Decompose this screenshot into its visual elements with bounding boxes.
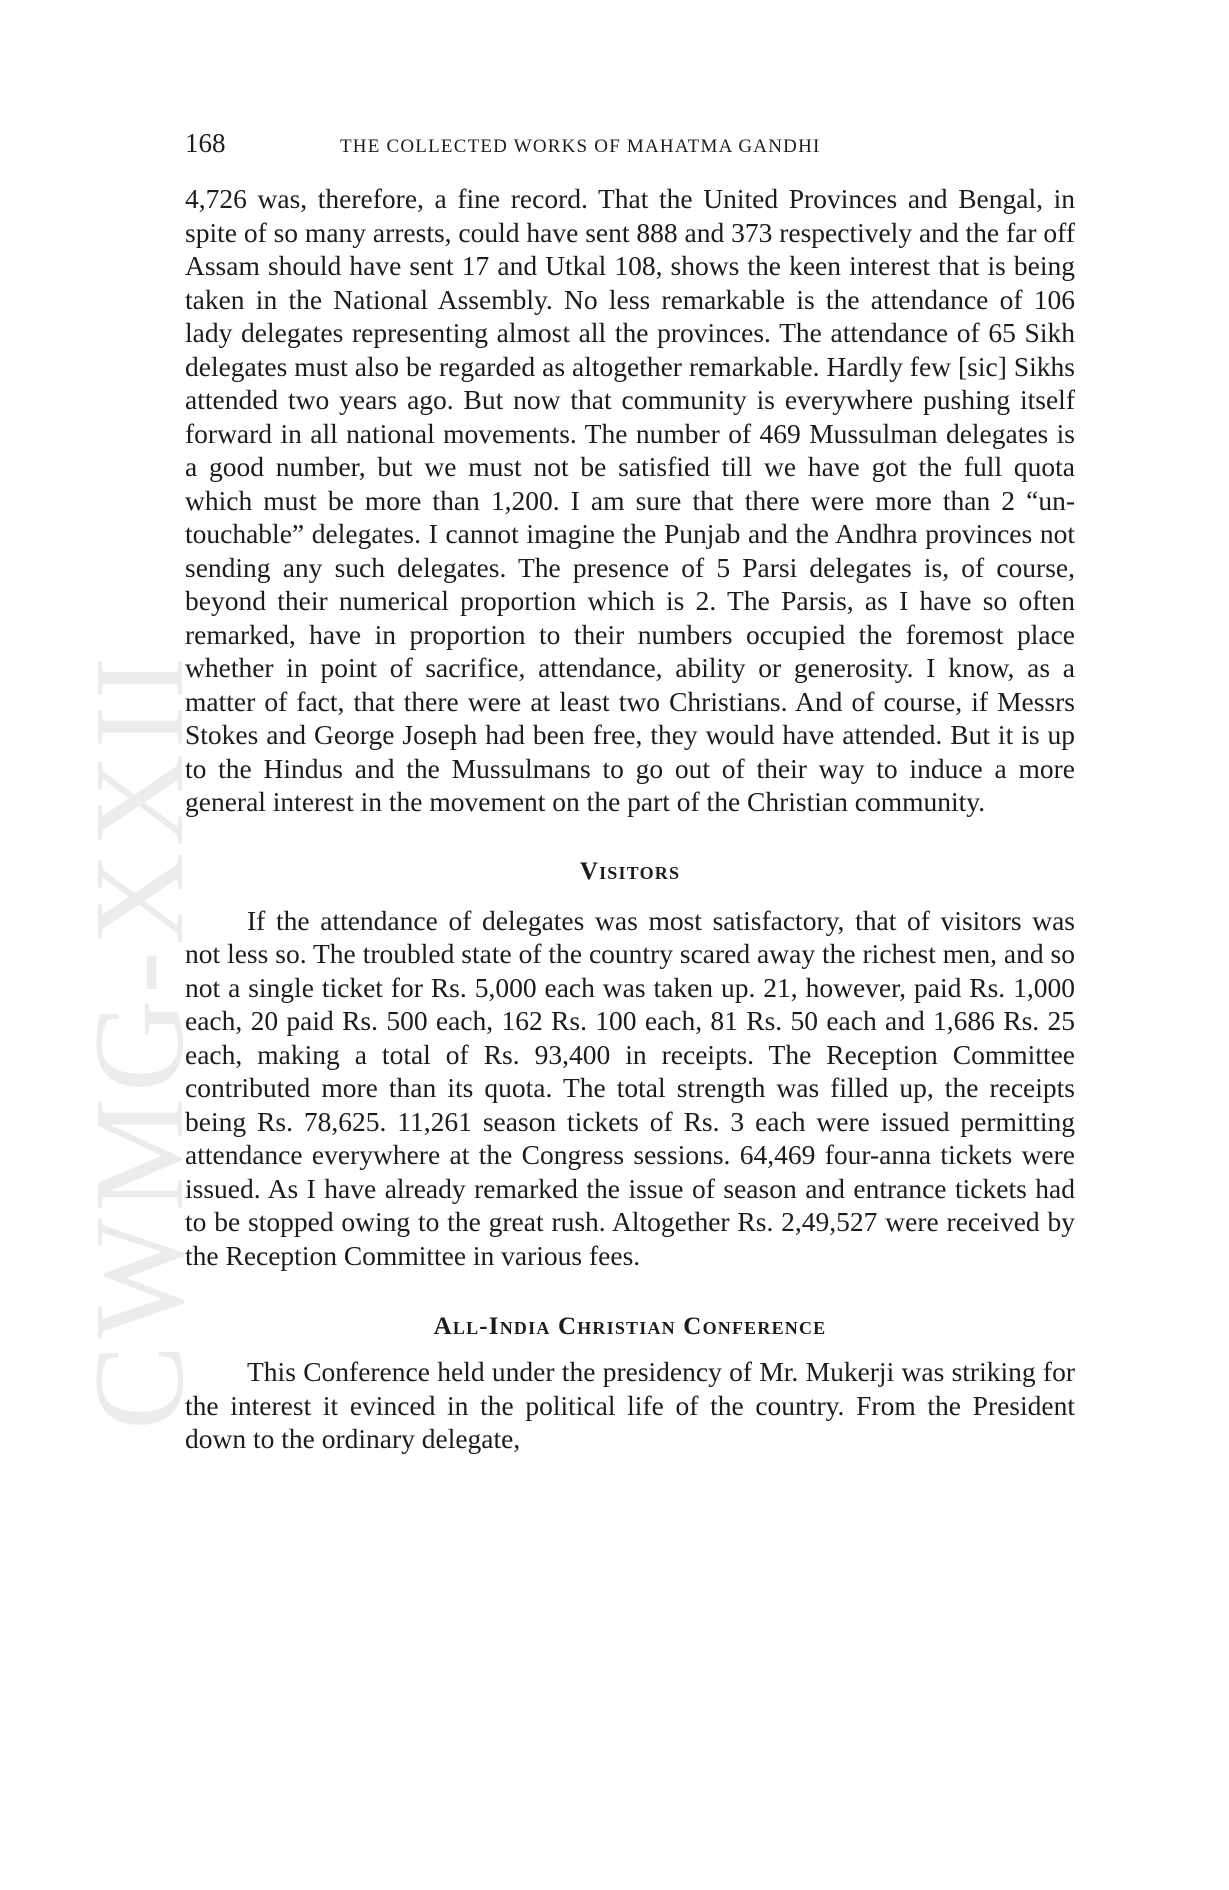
- heading-christian-conference: All-India Christian Conference: [433, 1313, 827, 1340]
- paragraph-delegates: 4,726 was, therefore, a fine record. That the United Provinces and Bengal, in spite of so many arrests, could have sent 888 and 373 respectively and the far off Assam should have sent 17 and Utkal 108, shows the keen interest that is being taken in the National Assembly. No less remarkable is the attendance of 106 lady delegates representing almost all the provinces. The attendance of 65 Sikh delegates must also be regarded as altogether remarkable. Hardly few [sic] Sikhs attended two years ago. But now that community is everywhere pushing itself forward in all national movements. The number of 469 Mussulman delegates is a good number, but we must not be satisfied till we have got the full quota which must be more than 1,200. I am sure that there were more than 2 “untouchable” delegates. I cannot imagine the Punjab and the Andhra provinces not sending any such delegates. The presence of 5 Parsi delegates is, of course, beyond their numerical proportion which is 2. The Parsis, as I have so often remarked, have in proportion to their numbers occupied the foremost place whether in point of sacrifice, attendance, ability or generosity. I know, as a matter of fact, that there were at least two Christians. And of course, if Messrs Stokes and George Joseph had been free, they would have attended. But it is up to the Hindus and the Mussulmans to go out of their way to induce a more general interest in the movement on the part of the Christian community.: [185, 183, 1075, 817]
- paragraph-conference: This Conference held under the presidency of Mr. Mukerji was striking for the interest it evinced in the political life of the country. From the President down to the ordinary delegate,: [185, 1356, 1075, 1454]
- paragraph-visitors: If the attendance of delegates was most satisfactory, that of visitors was not less so. The troubled state of the country scared away the richest men, and so not a single ticket for Rs. 5,000 each was taken up. 21, however, paid Rs. 1,000 each, 20 paid Rs. 500 each, 162 Rs. 100 each, 81 Rs. 50 each and 1,686 Rs. 25 each, making a total of Rs. 93,400 in receipts. The Reception Committee contributed more than its quota. The total strength was filled up, the receipts being Rs. 78,625. 11,261 season tickets of Rs. 3 each were issued permitting attendance everywhere at the Congress sessions. 64,469 four-anna tickets were issued. As I have already remarked the issue of season and entrance tickets had to be stopped owing to the great rush. Altogether Rs. 2,49,527 were received by the Reception Committee in various fees.: [185, 904, 1075, 1271]
- heading-visitors: Visitors: [579, 857, 681, 885]
- main-text: [185, 182, 1075, 1456]
- page-number: 168: [185, 128, 226, 158]
- page-header: [185, 125, 985, 165]
- watermark-text: CWMG-XXII: [68, 650, 210, 1430]
- running-head: THE COLLECTED WORKS OF MAHATMA GANDHI: [340, 136, 821, 157]
